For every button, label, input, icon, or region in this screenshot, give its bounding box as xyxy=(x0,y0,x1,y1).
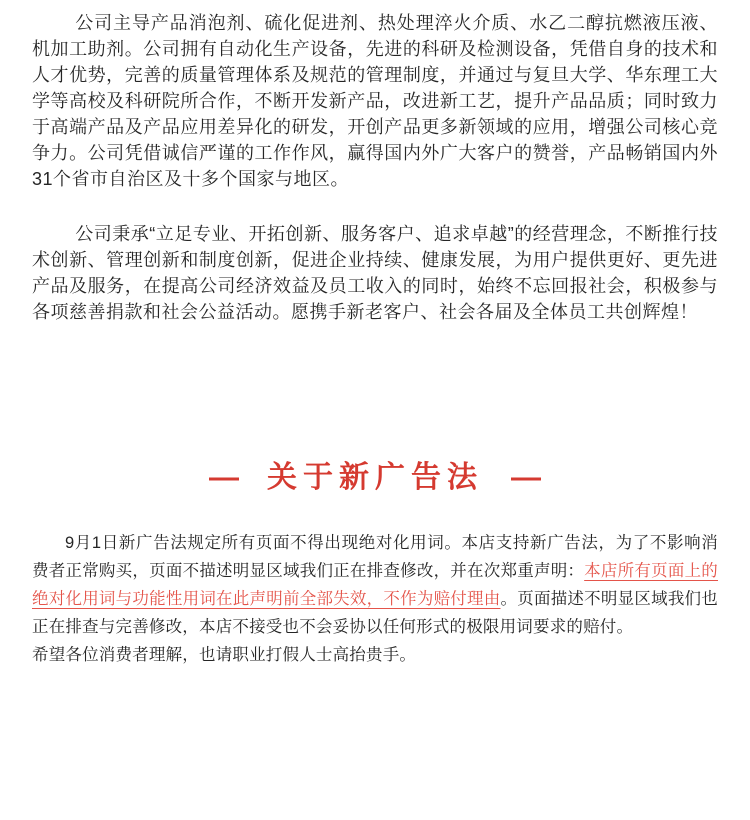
heading-dash-left: — xyxy=(209,461,239,494)
ad-law-disclaimer-highlight: 本店所有页面上的绝对化用词与功能性用词在此声明前全部失效，不作为赔付理由 xyxy=(32,562,718,608)
heading-dash-right: — xyxy=(511,461,541,494)
ad-law-closing-line: 希望各位消费者理解，也请职业打假人士高抬贵手。 xyxy=(32,646,417,664)
ad-law-body-after: 。页面描述不明显区域我们也正在排查与完善修改，本店不接受也不会妥协以任何形式的极限用词要求的赔付。 xyxy=(32,590,718,636)
ad-law-heading xyxy=(32,458,718,498)
ad-law-body-paragraph xyxy=(32,529,718,641)
company-intro-paragraph-2: 公司秉承“立足专业、开拓创新、服务客户、追求卓越”的经营理念，不断推行技术创新、管理创新和制度创新，促进企业持续、健康发展，为用户提供更好、更先进产品及服务，在提高公司经济效益及员工收入的同时，始终不忘回报社会，积极参与各项慈善捐款和社会公益活动。愿携手新老客户、社会各届及全体员工共创辉煌！ xyxy=(32,224,718,322)
ad-law-body-before: 9月1日新广告法规定所有页面不得出现绝对化用词。本店支持新广告法，为了不影响消费者正常购买，页面不描述明显区域我们正在排查修改，并在次郑重声明： xyxy=(32,534,718,580)
ad-law-heading-title: 关于新广告法 xyxy=(267,461,483,494)
product-description-section xyxy=(32,0,718,669)
company-intro-paragraph-1: 公司主导产品消泡剂、硫化促进剂、热处理淬火介质、水乙二醇抗燃液压液、机加工助剂。公司拥有自动化生产设备，先进的科研及检测设备，凭借自身的技术和人才优势，完善的质量管理体系及规范的管理制度，并通过与复旦大学、华东理工大学等高校及科研院所合作，不断开发新产品，改进新工艺，提升产品品质；同时致力于高端产品及产品应用差异化的研发，开创产品更多新领域的应用，增强公司核心竞争力。公司凭借诚信严谨的工作作风，赢得国内外广大客户的赞誉，产品畅销国内外31个省市自治区及十多个国家与地区。 xyxy=(32,13,718,189)
